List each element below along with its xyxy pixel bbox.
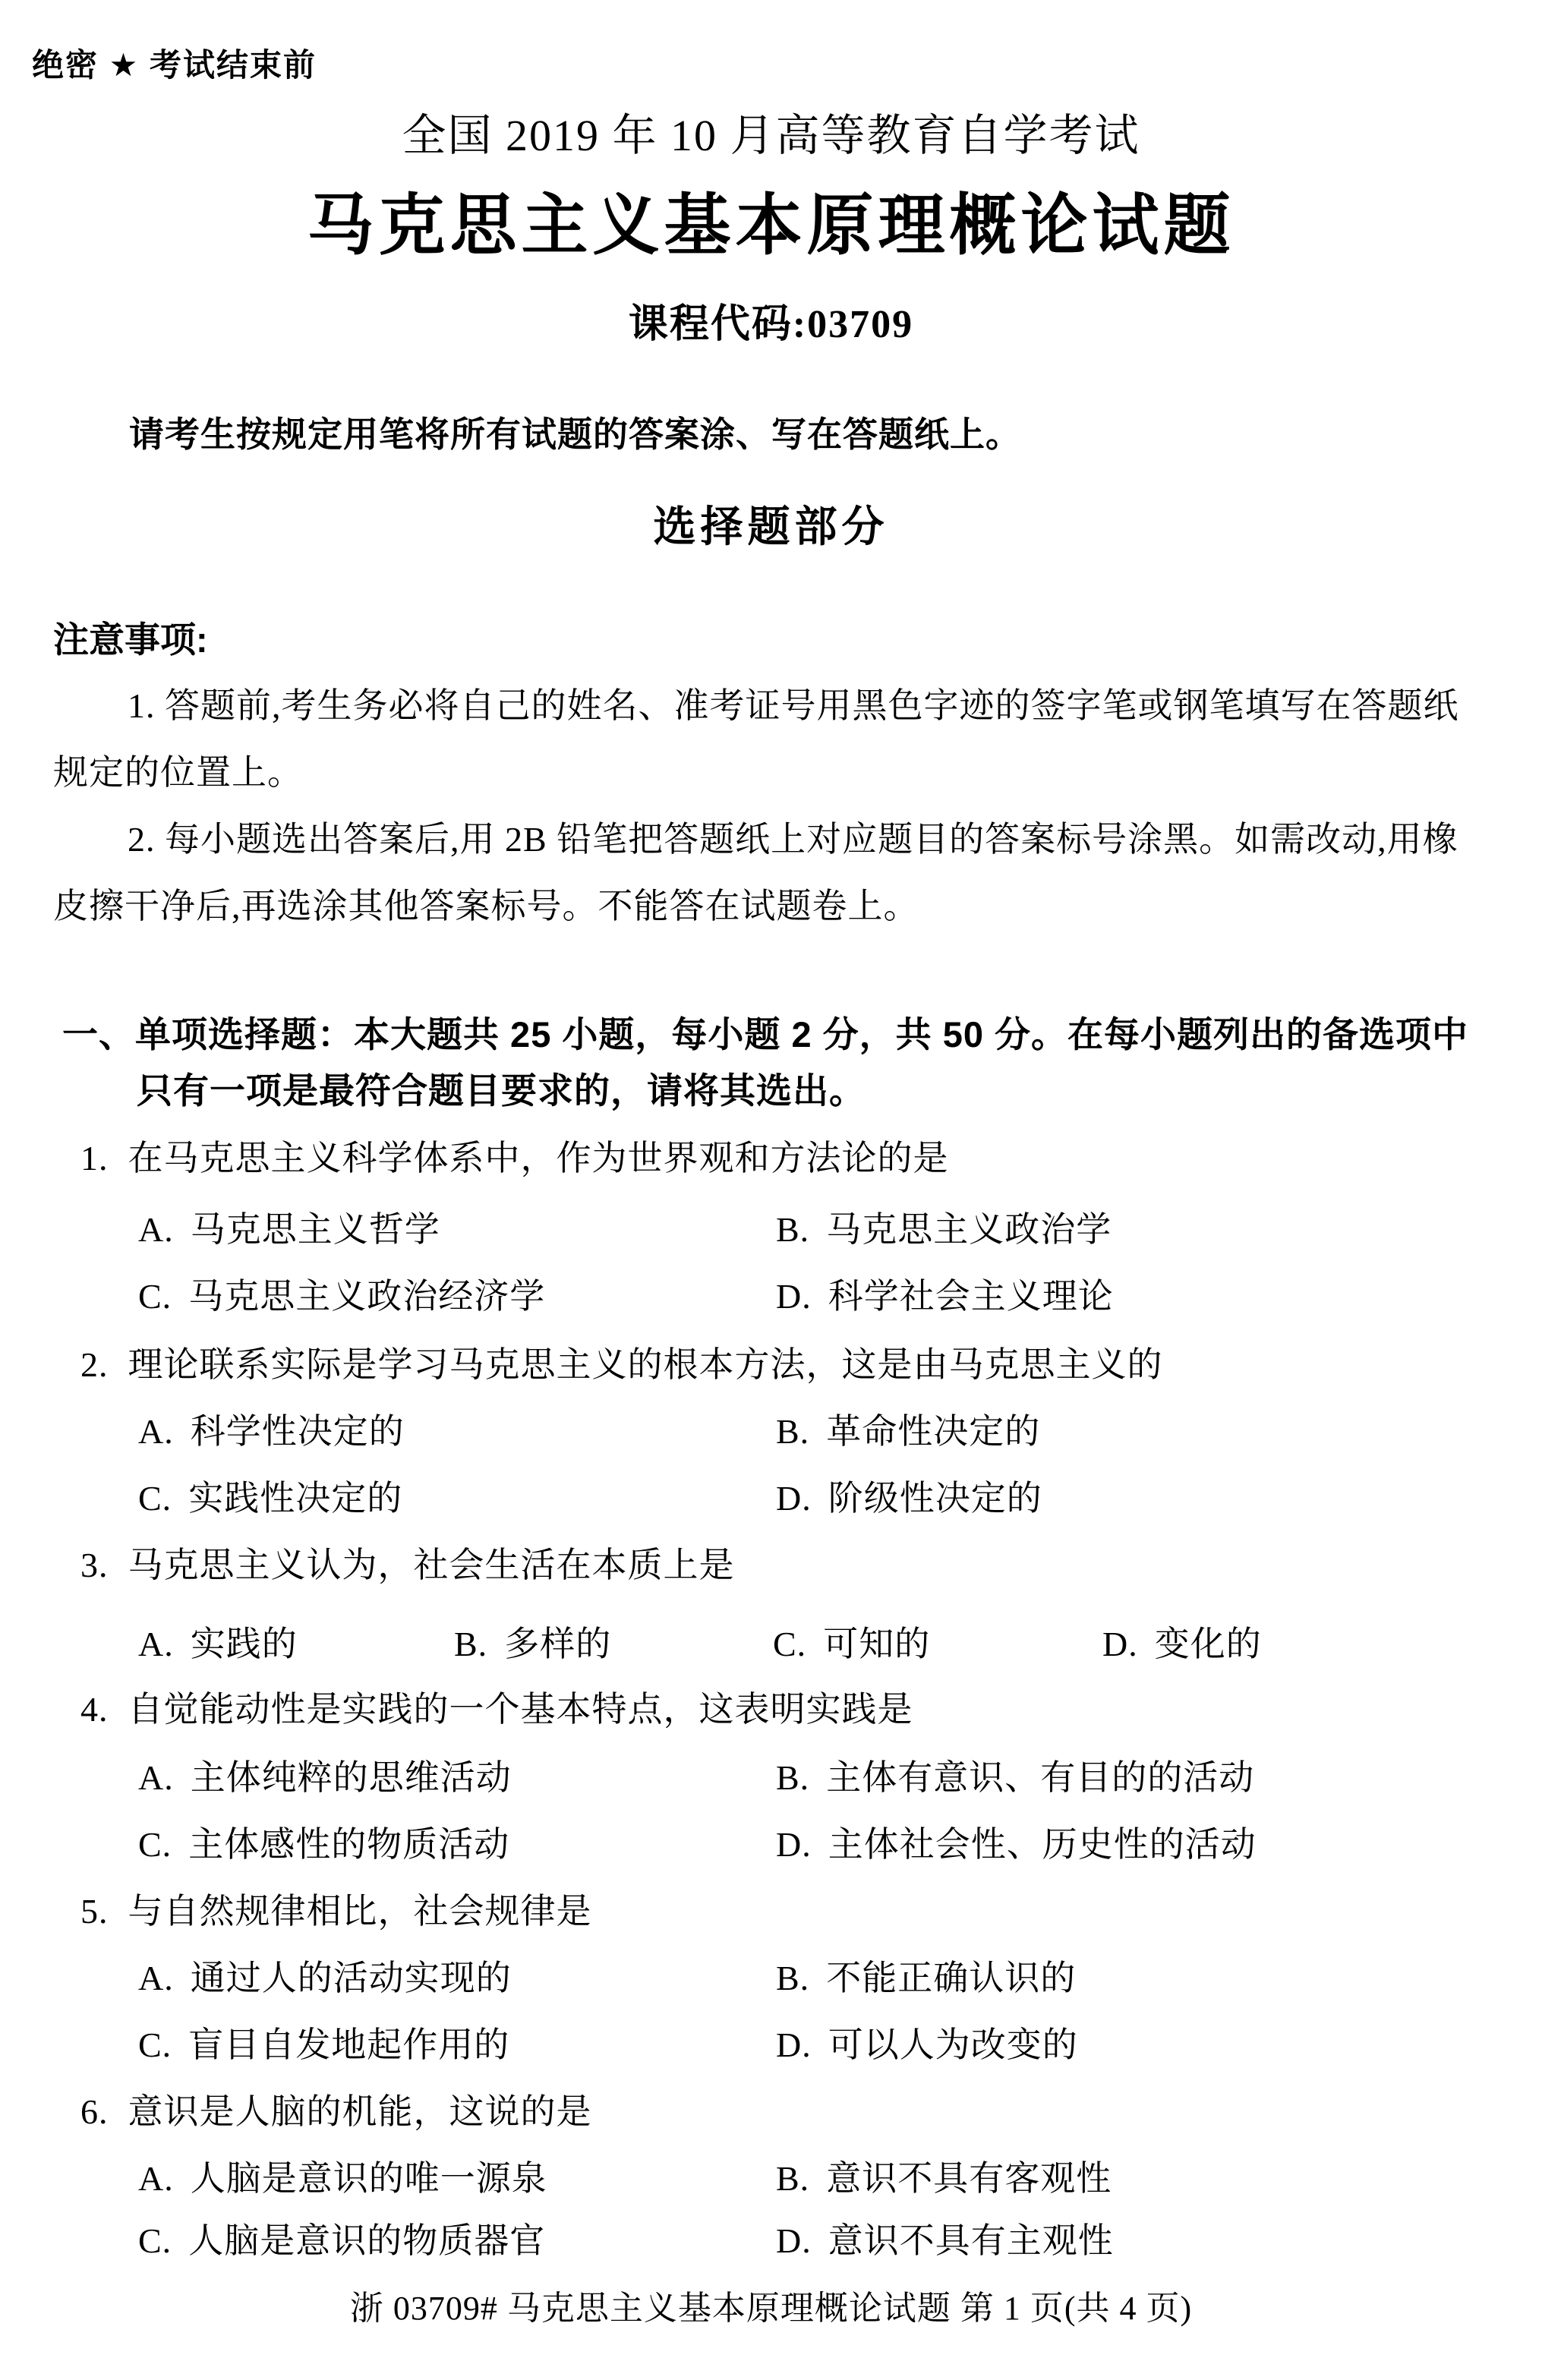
option-letter: B. (776, 2159, 810, 2198)
option-4c (138, 1825, 509, 1865)
question-stem: 马克思主义认为，社会生活在本质上是 (128, 1546, 735, 1584)
notice-item-2-line-1: 2. 每小题选出答案后,用 2B 铅笔把答题纸上对应题目的答案标号涂黑。如需改动,用橡 (128, 820, 1458, 859)
option-text: 马克思主义政治学 (826, 1210, 1112, 1249)
option-letter: B. (454, 1625, 488, 1663)
option-4b (776, 1758, 1254, 1798)
question-number: 6. (80, 2092, 109, 2131)
option-text: 盲目自发地起作用的 (188, 2025, 510, 2064)
option-3a (138, 1625, 298, 1665)
exam-subject-title: 马克思主义基本原理概论试题 (307, 188, 1235, 263)
option-text: 人脑是意识的物质器官 (188, 2221, 546, 2260)
page-footer: 浙 03709# 马克思主义基本原理概论试题 第 1 页(共 4 页) (349, 2290, 1193, 2327)
question-stem: 在马克思主义科学体系中，作为世界观和方法论的是 (128, 1139, 949, 1177)
option-text: 阶级性决定的 (828, 1479, 1042, 1518)
option-text: 通过人的活动实现的 (190, 1959, 512, 1997)
question-2 (80, 1345, 1163, 1385)
question-1 (80, 1139, 949, 1179)
notice-item-2-line-2: 皮擦干净后,再选涂其他答案标号。不能答在试题卷上。 (53, 887, 919, 925)
option-6c (138, 2221, 545, 2262)
option-text: 主体纯粹的思维活动 (190, 1758, 512, 1797)
course-code: 课程代码:03709 (628, 303, 914, 346)
option-text: 主体社会性、历史性的活动 (828, 1825, 1257, 1864)
option-3c (773, 1625, 930, 1665)
option-letter: B. (776, 1210, 810, 1249)
option-text: 实践性决定的 (188, 1479, 403, 1518)
option-letter: A. (138, 1959, 174, 1997)
option-text: 意识不具有客观性 (826, 2159, 1112, 2198)
question-number: 1. (80, 1139, 109, 1177)
option-letter: A. (138, 2159, 174, 2198)
exam-title: 全国 2019 年 10 月高等教育自学考试 (402, 111, 1140, 160)
option-text: 可知的 (823, 1625, 931, 1663)
option-6b (776, 2159, 1112, 2199)
option-letter: C. (138, 1277, 172, 1316)
question-stem: 自觉能动性是实践的一个基本特点，这表明实践是 (128, 1690, 913, 1729)
option-text: 变化的 (1154, 1625, 1262, 1663)
notice-item-1-line-2: 规定的位置上。 (53, 753, 303, 792)
option-6d (776, 2221, 1114, 2262)
option-text: 马克思主义哲学 (190, 1210, 440, 1249)
question-number: 2. (80, 1345, 109, 1384)
option-text: 多样的 (504, 1625, 612, 1663)
option-5b (776, 1959, 1076, 1999)
option-letter: D. (776, 2025, 812, 2064)
option-letter: C. (138, 2221, 172, 2260)
question-3 (80, 1546, 735, 1586)
option-3d (1102, 1625, 1262, 1665)
option-letter: C. (773, 1625, 807, 1663)
option-1a (138, 1210, 440, 1250)
option-text: 人脑是意识的唯一源泉 (190, 2159, 547, 2198)
option-text: 革命性决定的 (826, 1412, 1041, 1451)
question-stem: 与自然规律相比，社会规律是 (128, 1892, 592, 1931)
option-letter: B. (776, 1412, 810, 1451)
option-text: 意识不具有主观性 (828, 2221, 1114, 2260)
option-letter: B. (776, 1758, 810, 1797)
option-letter: A. (138, 1412, 174, 1451)
option-letter: D. (776, 2221, 812, 2260)
section-heading-line-1: 一、单项选择题：本大题共 25 小题，每小题 2 分，共 50 分。在每小题列出的备选项中 (62, 1014, 1469, 1054)
option-text: 马克思主义政治经济学 (188, 1277, 546, 1316)
question-number: 5. (80, 1892, 109, 1931)
option-1b (776, 1210, 1112, 1250)
option-letter: D. (1102, 1625, 1138, 1663)
option-letter: A. (138, 1758, 174, 1797)
notice-item-1-line-1: 1. 答题前,考生务必将自己的姓名、准考证号用黑色字迹的签字笔或钢笔填写在答题纸 (128, 686, 1459, 725)
section-heading-line-2: 只有一项是最符合题目要求的，请将其选出。 (137, 1070, 866, 1111)
option-letter: D. (776, 1825, 812, 1864)
option-5d (776, 2025, 1078, 2066)
option-letter: D. (776, 1277, 812, 1316)
answer-sheet-instruction: 请考生按规定用笔将所有试题的答案涂、写在答题纸上。 (129, 415, 1021, 454)
question-number: 3. (80, 1546, 109, 1584)
option-letter: A. (138, 1210, 174, 1249)
classification-label: 绝密 ★ 考试结束前 (32, 47, 317, 83)
notice-heading: 注意事项: (53, 619, 208, 660)
question-stem: 意识是人脑的机能，这说的是 (128, 2092, 592, 2131)
option-letter: A. (138, 1625, 174, 1663)
option-2b (776, 1412, 1040, 1452)
option-letter: C. (138, 1825, 172, 1864)
option-text: 科学社会主义理论 (828, 1277, 1114, 1316)
option-text: 主体感性的物质活动 (188, 1825, 510, 1864)
option-2d (776, 1479, 1042, 1519)
option-2c (138, 1479, 402, 1519)
option-2a (138, 1412, 405, 1452)
question-4 (80, 1690, 913, 1730)
option-letter: D. (776, 1479, 812, 1518)
question-number: 4. (80, 1690, 109, 1729)
option-1c (138, 1277, 545, 1317)
question-6 (80, 2092, 592, 2133)
option-text: 科学性决定的 (190, 1412, 405, 1451)
question-5 (80, 1892, 592, 1932)
option-1d (776, 1277, 1114, 1317)
option-text: 实践的 (190, 1625, 298, 1663)
option-5c (138, 2025, 509, 2066)
option-letter: B. (776, 1959, 810, 1997)
option-text: 主体有意识、有目的的活动 (826, 1758, 1255, 1797)
question-stem: 理论联系实际是学习马克思主义的根本方法，这是由马克思主义的 (128, 1345, 1163, 1384)
option-4a (138, 1758, 512, 1798)
part-heading: 选择题部分 (653, 503, 889, 550)
option-text: 不能正确认识的 (826, 1959, 1077, 1997)
option-3b (454, 1625, 611, 1665)
option-6a (138, 2159, 547, 2199)
option-4d (776, 1825, 1257, 1865)
option-5a (138, 1959, 512, 1999)
option-text: 可以人为改变的 (828, 2025, 1078, 2064)
option-letter: C. (138, 2025, 172, 2064)
option-letter: C. (138, 1479, 172, 1518)
